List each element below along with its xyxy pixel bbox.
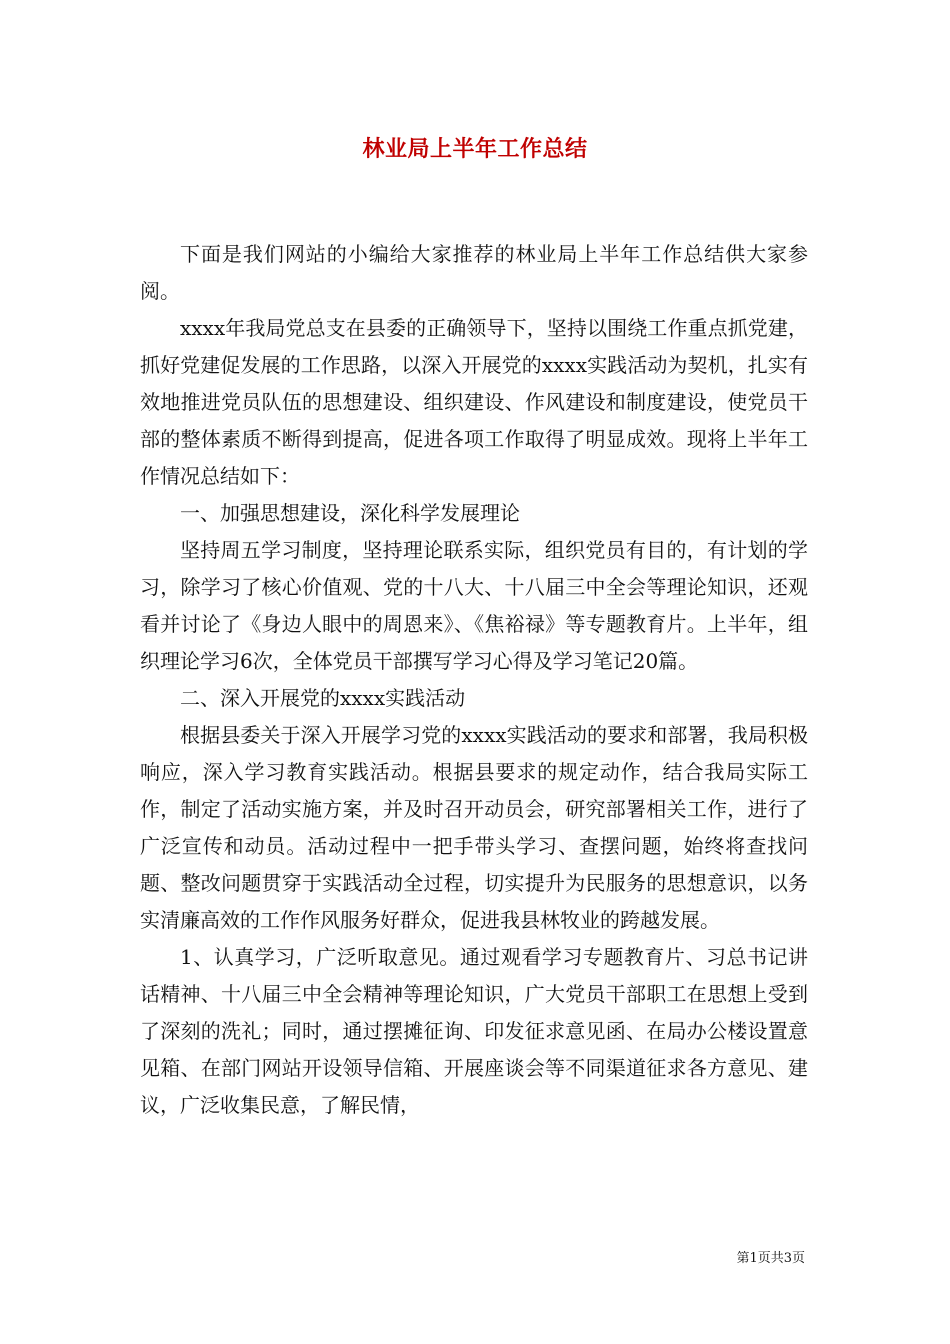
subsection-1-paragraph: 1、认真学习，广泛听取意见。通过观看学习专题教育片、习总书记讲话精神、十八届三中全会精神等理论知识，广大党员干部职工在思想上受到了深刻的洗礼；同时，通过摆摊征询、印发征求意见函、在局办公楼设置意见箱、在部门网站开设领导信箱、开展座谈会等不同渠道征求各方意见、建议，广泛收集民意，了解民情， <box>140 945 808 1117</box>
document-title: 林业局上半年工作总结 <box>362 136 588 162</box>
page-number: 第1页共3页 <box>736 1251 805 1266</box>
section-heading-2: 二、深入开展党的xxxx实践活动 <box>180 686 466 710</box>
document-body <box>140 236 808 1124</box>
section-heading-1: 一、加强思想建设，深化科学发展理论 <box>180 501 520 525</box>
intro-paragraph: 下面是我们网站的小编给大家推荐的林业局上半年工作总结供大家参阅。 <box>140 242 808 303</box>
section-2-paragraph: 根据县委关于深入开展学习党的xxxx实践活动的要求和部署，我局积极响应，深入学习教育实践活动。根据县要求的规定动作，结合我局实际工作，制定了活动实施方案，并及时召开动员会，研究部署相关工作，进行了广泛宣传和动员。活动过程中一把手带头学习、查摆问题，始终将查找问题、整改问题贯穿于实践活动全过程，切实提升为民服务的思想意识，以务实清廉高效的工作作风服务好群众，促进我县林牧业的跨越发展。 <box>140 723 808 932</box>
section-1-paragraph: 坚持周五学习制度，坚持理论联系实际，组织党员有目的，有计划的学习，除学习了核心价值观、党的十八大、十八届三中全会等理论知识，还观看并讨论了《身边人眼中的周恩来》、《焦裕禄》等专题教育片。上半年，组织理论学习6次，全体党员干部撰写学习心得及学习笔记20篇。 <box>140 538 808 673</box>
overview-paragraph: xxxx年我局党总支在县委的正确领导下，坚持以围绕工作重点抓党建，抓好党建促发展的工作思路，以深入开展党的xxxx实践活动为契机，扎实有效地推进党员队伍的思想建设、组织建设、作风建设和制度建设，使党员干部的整体素质不断得到提高，促进各项工作取得了明显成效。现将上半年工作情况总结如下： <box>140 316 808 488</box>
